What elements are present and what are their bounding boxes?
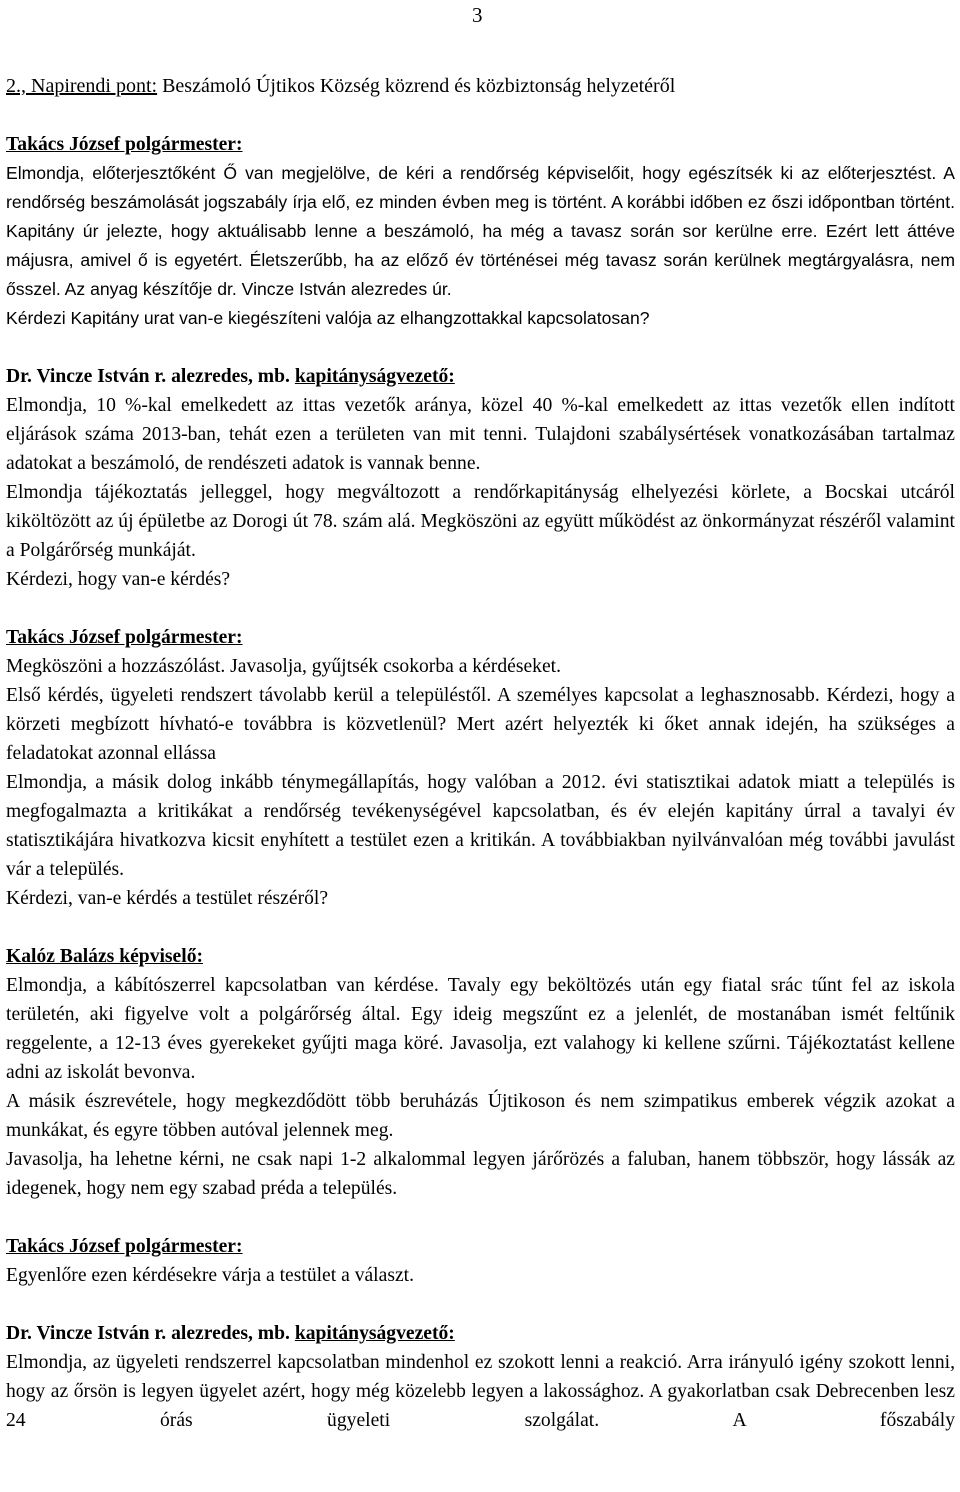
section-police-1 bbox=[6, 362, 955, 594]
paragraph: Megköszöni a hozzászólást. Javasolja, gyűjtsék csokorba a kérdéseket. bbox=[6, 656, 561, 677]
section-mayor-3 bbox=[6, 1232, 955, 1290]
speaker-role: kapitányságvezető: bbox=[294, 1323, 455, 1344]
speaker-role: kapitányságvezető: bbox=[294, 366, 455, 387]
paragraph: Elmondja, előterjesztőként Ő van megjelölve, de kéri a rendőrség képviselőit, hogy egészítsék ki az előterjesztést. A rendőrség beszámolását jogszabály írja elő, ez minden évben meg is történt. A korábbi időben ez őszi időpontban történt. Kapitány úr jelezte, hogy aktuálisabb lenne a beszámoló, ha még a tavasz során sor kerülne erre. Ezért lett áttéve májusra, amivel ő is egyetért. Életszerűbb, ha az előző év történései még tavasz során kerülnek megtárgyalásra, nem ősszel. Az anyag készítője dr. Vincze István alezredes úr. bbox=[6, 163, 955, 299]
paragraph: Elmondja, 10 %-kal emelkedett az ittas vezetők aránya, közel 40 %-kal emelkedett az ittas vezetők ellen indított eljárások száma 2013-ban, tehát ezen a területen van mit tenni. Tulajdoni szabálysértések vonatkozásában tartalmaz adatokat a beszámoló, de rendészeti adatok is vannak benne. bbox=[6, 395, 955, 474]
paragraph: Elmondja, a kábítószerrel kapcsolatban van kérdése. Tavaly egy beköltözés után egy fiatal srác tűnt fel az iskola területén, aki figyelve volt a polgárőrség által. Egy ideig megszűnt ez a jelenlét, de mostanában ismét feltűnik reggelente, a 12-13 éves gyerekeket gyűjti maga köré. Javasolja, ezt valahogy ki kellene szűrni. Tájékoztatást kellene adni az iskolát bevonva. bbox=[6, 975, 955, 1083]
document-body bbox=[6, 72, 955, 1464]
paragraph: Egyenlőre ezen kérdésekre várja a testület a választ. bbox=[6, 1265, 414, 1286]
section-mayor-1 bbox=[6, 130, 955, 333]
paragraph: Elmondja, a másik dolog inkább ténymegállapítás, hogy valóban a 2012. évi statisztikai adatok miatt a település is megfogalmazta a kritikákat a rendőrség tevékenységével kapcsolatban, és év elején kapitány úrral a tavalyi év statisztikájára hivatkozva kicsit enyhített a testület ezen a kritikán. A továbbiakban nyilvánvalóan még további javulást vár a település. bbox=[6, 772, 955, 880]
paragraph: Elmondja tájékoztatás jelleggel, hogy megváltozott a rendőrkapitányság elhelyezési körlete, a Bocskai utcáról kiköltözött az új épületbe az Dorogi út 78. szám alá. Megköszöni az együtt működést az önkormányzat részéről valamint a Polgárőrség munkáját. bbox=[6, 482, 955, 561]
paragraph: Kérdezi Kapitány urat van-e kiegészíteni valója az elhangzottakkal kapcsolatosan? bbox=[6, 308, 650, 328]
paragraph: Javasolja, ha lehetne kérni, ne csak napi 1-2 alkalommal legyen járőrözés a faluban, hanem többször, hogy lássák az idegenek, hogy nem egy szabad préda a település. bbox=[6, 1149, 955, 1199]
speaker-title: Dr. Vincze István r. alezredes, mb. bbox=[6, 1323, 290, 1344]
speaker-name: Takács József polgármester: bbox=[6, 627, 243, 648]
speaker-name: Takács József polgármester: bbox=[6, 1236, 243, 1257]
agenda-label: 2., Napirendi pont: bbox=[6, 75, 158, 97]
paragraph: Kérdezi, van-e kérdés a testület részéről? bbox=[6, 888, 329, 909]
paragraph: Kérdezi, hogy van-e kérdés? bbox=[6, 569, 231, 590]
section-representative bbox=[6, 942, 955, 1203]
speaker-name bbox=[6, 1319, 955, 1348]
paragraph: Elmondja, az ügyeleti rendszerrel kapcsolatban mindenhol ez szokott lenni a reakció. Arra irányuló igény szokott lenni, hogy az őrsön is legyen ügyelet azért, hogy még közelebb legyen a lakossághoz. A gyakorlatban csak Debrecenben lesz 24 órás ügyeleti szolgálat. A főszabály bbox=[6, 1352, 955, 1431]
page-number: 3 bbox=[472, 3, 483, 27]
section-mayor-2 bbox=[6, 623, 955, 913]
speaker-name: Kalóz Balázs képviselő: bbox=[6, 946, 204, 967]
speaker-name: Takács József polgármester: bbox=[6, 134, 243, 155]
speaker-title: Dr. Vincze István r. alezredes, mb. bbox=[6, 366, 290, 387]
speaker-name bbox=[6, 362, 955, 391]
paragraph: A másik észrevétele, hogy megkezdődött több beruházás Újtikoson és nem szimpatikus emberek végzik azokat a munkákat, és egyre többen autóval jelennek meg. bbox=[6, 1091, 955, 1141]
section-police-2 bbox=[6, 1319, 955, 1435]
agenda-heading bbox=[6, 72, 955, 101]
agenda-title: Beszámoló Újtikos Község közrend és közbiztonság helyzetéről bbox=[162, 75, 676, 97]
paragraph: Első kérdés, ügyeleti rendszert távolabb kerül a településtől. A személyes kapcsolat a leghasznosabb. Kérdezi, hogy a körzeti megbízott hívható-e továbbra is közvetlenül? Mert azért helyezték ki őket annak idején, ha szükséges a feladatokat azonnal ellássa bbox=[6, 685, 955, 764]
